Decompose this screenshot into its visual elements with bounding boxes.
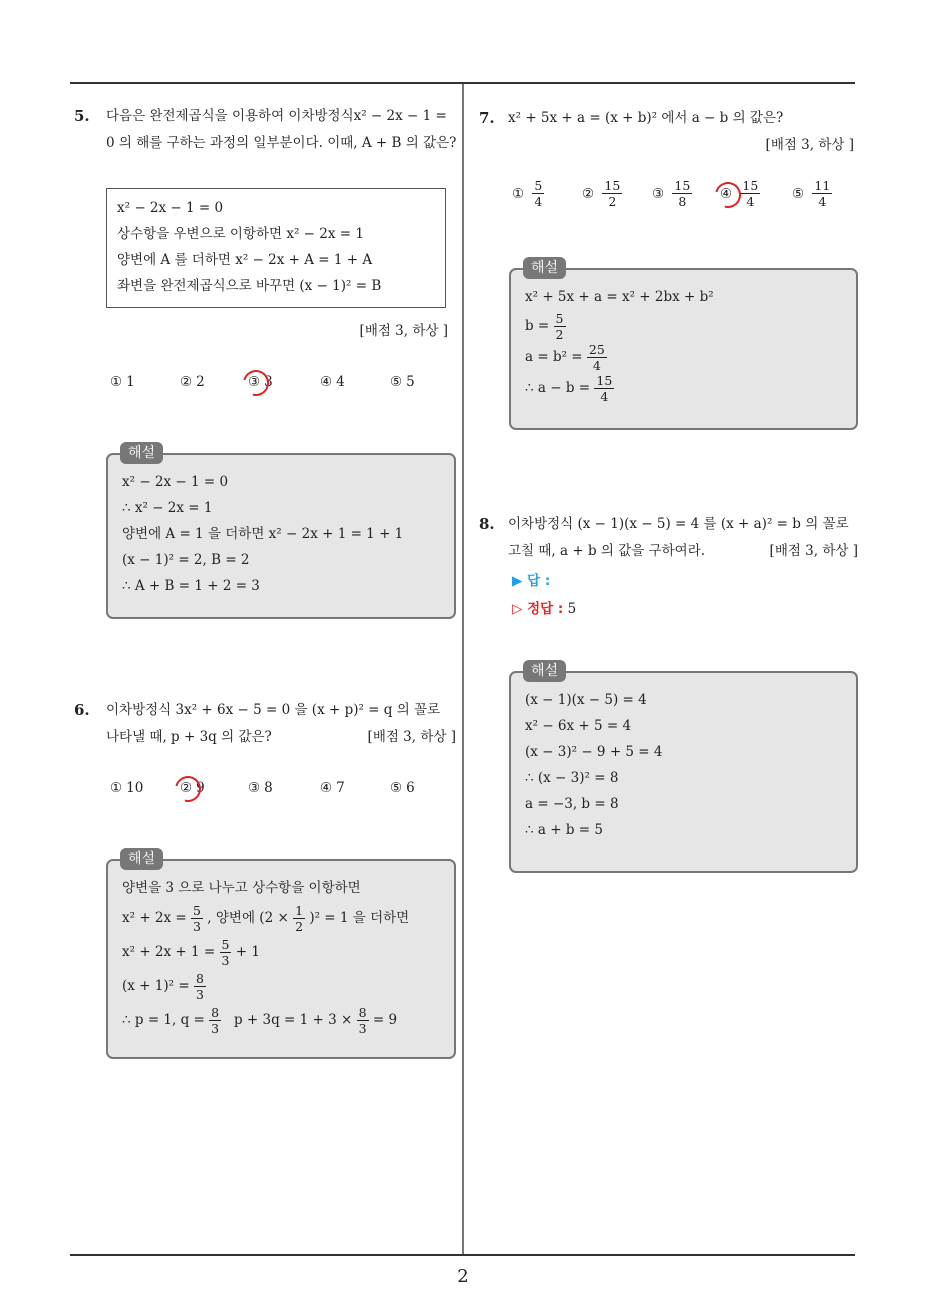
solution-line: ∴ p = 1, q = $\frac{8}{3}$ p + 3q = 1 + 3 × $\frac{8}{3}$ = 9 — [122, 1005, 398, 1036]
solution-line: a = −3, b = 8 — [525, 796, 619, 812]
q7-solution — [509, 260, 858, 430]
q8-correct — [512, 597, 576, 617]
solution-tag: 해설 — [120, 848, 163, 870]
q6-choice-selected[interactable]: ② 9 — [180, 780, 205, 796]
solution-line: x² − 6x + 5 = 4 — [525, 718, 632, 734]
q7-choice[interactable]: ⑤ $\frac{11}{4}$ — [792, 178, 831, 209]
fraction: $\frac{8}{3}$ — [358, 1005, 367, 1036]
q5-choice[interactable]: ⑤ 5 — [390, 374, 415, 390]
q5-choice[interactable]: ② 2 — [180, 374, 205, 390]
solution-line: ∴ a − b = $\frac{15}{4}$ — [525, 373, 613, 404]
solution-line: x² + 5x + a = x² + 2bx + b² — [525, 289, 714, 305]
q8-answer-label: ▶ 답 : — [512, 573, 551, 589]
q5-box-line: 양변에 A 를 더하면 x² − 2x + A = 1 + A — [117, 252, 373, 268]
bottom-rule — [70, 1254, 855, 1256]
q5-number: 5. — [74, 107, 90, 125]
solution-line: (x − 3)² − 9 + 5 = 4 — [525, 744, 663, 760]
fraction: $\frac{15}{2}$ — [604, 178, 621, 209]
solution-line: ∴ a + b = 5 — [525, 822, 603, 838]
q6-text — [106, 697, 456, 751]
selected-mark-icon: ③ — [248, 374, 261, 390]
fraction: $\frac{15}{4}$ — [596, 373, 613, 404]
q8-correct-value: 5 — [567, 601, 577, 617]
fraction: $\frac{15}{4}$ — [742, 178, 759, 209]
fraction: $\frac{11}{4}$ — [814, 178, 831, 209]
q6-meta: [배점 3, 하상 ] — [367, 729, 456, 745]
q6-question-line1: 이차방정식 3x² + 6x − 5 = 0 을 (x + p)² = q 의 꼴로 — [106, 702, 441, 718]
q5-box-line: x² − 2x − 1 = 0 — [117, 200, 224, 216]
solution-line: a = b² = $\frac{25}{4}$ — [525, 342, 605, 373]
selected-mark-icon: ② — [180, 780, 193, 796]
fraction: $\frac{5}{3}$ — [221, 937, 230, 968]
selected-mark-icon: ④ — [720, 185, 733, 202]
q6-choices — [110, 780, 415, 796]
solution-line: x² + 2x + 1 = $\frac{5}{3}$ + 1 — [122, 937, 260, 968]
q5-process-box — [106, 188, 446, 308]
q8-question-line1: 이차방정식 (x − 1)(x − 5) = 4 를 (x + a)² = b 의 꼴로 — [508, 516, 849, 532]
solution-line: x² + 2x = $\frac{5}{3}$ , 양변에 (2 × $\frac{1}{2}$ )² = 1 을 더하면 — [122, 903, 410, 934]
q5-box-line: 좌변을 완전제곱식으로 바꾸면 (x − 1)² = B — [117, 278, 382, 294]
q7-choices — [512, 178, 832, 209]
q8-correct-label: ▷ 정답 : — [512, 601, 564, 617]
q8-question-line2: 고칠 때, a + b 의 값을 구하여라. — [508, 543, 706, 559]
q5-text — [106, 103, 458, 157]
solution-tag: 해설 — [523, 660, 566, 682]
q5-question: 다음은 완전제곱식을 이용하여 이차방정식x² − 2x − 1 = 0 의 해를 구하는 과정의 일부분이다. 이때, A + B 의 값은? — [106, 108, 457, 151]
solution-line: 양변을 3 으로 나누고 상수항을 이항하면 — [122, 880, 361, 896]
solution-line: ∴ x² − 2x = 1 — [122, 500, 213, 516]
fraction: $\frac{8}{3}$ — [211, 1005, 220, 1036]
q6-number: 6. — [74, 701, 90, 719]
fraction: $\frac{5}{2}$ — [555, 311, 564, 342]
fraction: $\frac{25}{4}$ — [588, 342, 605, 373]
q5-meta: [배점 3, 하상 ] — [359, 323, 448, 339]
fraction: $\frac{15}{8}$ — [674, 178, 691, 209]
solution-tag: 해설 — [120, 442, 163, 464]
q8-text — [508, 511, 858, 565]
solution-line: x² − 2x − 1 = 0 — [122, 474, 229, 490]
solution-tag: 해설 — [523, 257, 566, 279]
solution-line: b = $\frac{5}{2}$ — [525, 311, 564, 342]
solution-line: ∴ (x − 3)² = 8 — [525, 770, 619, 786]
solution-line: (x + 1)² = $\frac{8}{3}$ — [122, 971, 204, 1002]
q7-question: x² + 5x + a = (x + b)² 에서 a − b 의 값은? — [508, 110, 784, 126]
q6-choice[interactable]: ③ 8 — [248, 780, 273, 796]
q7-choice[interactable]: ① $\frac{5}{4}$ — [512, 178, 543, 209]
q6-solution — [106, 851, 456, 1059]
solution-line: ∴ A + B = 1 + 2 = 3 — [122, 578, 260, 594]
solution-line: (x − 1)(x − 5) = 4 — [525, 692, 647, 708]
q8-number: 8. — [479, 515, 495, 533]
q5-choice-selected[interactable]: ③ 3 — [248, 374, 273, 390]
q8-solution — [509, 663, 858, 873]
solution-line: 양변에 A = 1 을 더하면 x² − 2x + 1 = 1 + 1 — [122, 526, 404, 542]
q6-question-line2: 나타낼 때, p + 3q 의 값은? — [106, 729, 272, 745]
q7-number: 7. — [479, 109, 495, 127]
q7-choice[interactable]: ② $\frac{15}{2}$ — [582, 178, 621, 209]
page-number: 2 — [457, 1266, 469, 1287]
q5-choice[interactable]: ① 1 — [110, 374, 135, 390]
q7-choice-selected[interactable] — [720, 178, 792, 209]
q7-text — [508, 105, 854, 159]
q6-choice[interactable]: ① 10 — [110, 780, 144, 796]
fraction: $\frac{5}{3}$ — [193, 903, 201, 934]
q5-choices — [110, 374, 415, 390]
q6-choice[interactable]: ⑤ 6 — [390, 780, 415, 796]
q6-choice[interactable]: ④ 7 — [320, 780, 345, 796]
fraction: $\frac{1}{2}$ — [295, 903, 304, 934]
q5-solution — [106, 445, 456, 619]
q7-choice[interactable]: ③ $\frac{15}{8}$ — [652, 178, 691, 209]
q7-meta: [배점 3, 하상 ] — [765, 137, 854, 153]
column-divider — [462, 84, 464, 1256]
q5-choice[interactable]: ④ 4 — [320, 374, 345, 390]
q5-box-line: 상수항을 우변으로 이항하면 x² − 2x = 1 — [117, 226, 364, 242]
q8-meta: [배점 3, 하상 ] — [769, 543, 858, 559]
fraction: $\frac{5}{4}$ — [534, 178, 543, 209]
solution-line: (x − 1)² = 2, B = 2 — [122, 552, 250, 568]
fraction: $\frac{8}{3}$ — [195, 971, 204, 1002]
